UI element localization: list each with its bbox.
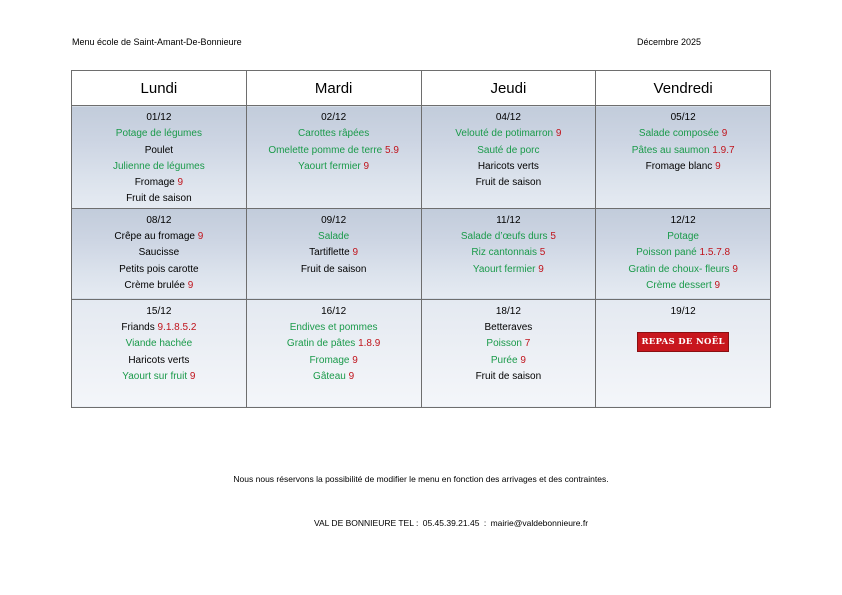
menu-item [596,126,770,142]
allergen-codes: 9 [538,263,544,275]
dish-name: Viande hachée [125,338,193,350]
menu-item [596,262,770,278]
contact-org: VAL DE BONNIEURE TEL : [313,518,419,528]
menu-date: 02/12 [321,112,347,123]
allergen-codes: 9 [721,128,728,140]
contact-email: mairie@valdebonnieure.fr [490,518,589,528]
dish-name: Fruit de saison [300,263,367,275]
menu-item [72,278,246,294]
day-header-lundi: Lundi [72,71,247,106]
dish-name: Fromage [309,354,350,366]
allergen-codes: 7 [524,338,531,350]
menu-date: 15/12 [146,305,172,317]
dish-name: Gâteau [313,370,346,382]
menu-item [72,175,246,191]
dish-name: Sauté de porc [477,144,540,156]
menu-item [247,369,421,385]
dish-name: Riz cantonnais [471,247,537,259]
allergen-codes: 9 [363,160,370,172]
dish-name: Crème dessert [646,279,712,291]
allergen-codes: 5 [539,247,546,259]
menu-item [422,229,596,245]
day-cell [421,106,596,209]
day-cell [246,208,421,299]
day-cell [72,208,247,299]
menu-item [72,320,246,336]
menu-item [72,159,246,175]
dish-name: Yaourt sur fruit [122,370,188,382]
menu-item [422,336,596,352]
dish-name: Fromage blanc [645,160,713,172]
christmas-meal-badge: REPAS DE NOËL [637,332,728,352]
dish-name: Betteraves [484,322,533,334]
allergen-codes: 9 [520,354,526,366]
dish-name: Fruit de saison [475,370,542,382]
menu-date: 09/12 [321,214,347,226]
day-header-jeudi: Jeudi [421,71,596,106]
day-cell [72,106,247,209]
allergen-codes: 9 [352,247,359,259]
dish-name: Fromage [134,177,175,189]
dish-name: Pâtes au saumon [631,144,710,156]
day-header-row [72,71,771,106]
menu-item [422,320,596,336]
dish-name: Haricots verts [477,160,539,172]
allergen-codes: 9 [189,370,196,382]
dish-name: Petits pois carotte [119,263,199,275]
dish-name: Gratin de choux- fleurs [628,263,730,275]
dish-name: Tartiflette [309,247,350,259]
allergen-codes: 9 [352,354,358,366]
allergen-codes: 5 [550,231,556,243]
menu-date: 12/12 [670,214,696,226]
day-cell [246,106,421,209]
day-header-mardi: Mardi [246,71,421,106]
dish-name: Potage [667,231,699,243]
allergen-codes: 1.5.7.8 [699,247,731,259]
dish-name: Saucisse [138,247,180,259]
dish-name: Yaourt fermier [472,263,536,275]
dish-name: Potage de légumes [115,128,202,140]
menu-item [72,353,246,369]
week-row [72,299,771,407]
dish-name: Endives et pommes [289,322,378,334]
menu-item [247,245,421,261]
menu-body [72,106,771,408]
allergen-codes: 5.9 [385,144,399,156]
allergen-codes: 9 [715,160,721,172]
menu-date: 08/12 [146,214,172,226]
allergen-codes: 9 [197,231,204,243]
contact-line [0,518,842,528]
menu-item [72,229,246,245]
menu-date: 05/12 [670,112,696,123]
menu-item [596,143,770,159]
month-label: Décembre 2025 [637,37,702,47]
day-cell [596,106,771,209]
menu-item [247,336,421,352]
menu-item [422,245,596,261]
dish-name: Haricots verts [128,354,190,366]
dish-name: Poisson [486,338,522,350]
dish-name: Carottes râpées [298,128,370,140]
menu-item [72,191,246,207]
menu-item [247,262,421,278]
dish-name: Yaourt fermier [298,160,361,172]
menu-item [72,369,246,385]
menu-item [422,143,596,159]
dish-name: Fruit de saison [126,193,192,205]
dish-name: Purée [490,354,518,366]
dish-name: Julienne de légumes [113,160,205,172]
menu-item [72,336,246,352]
allergen-codes: 9 [187,279,194,291]
allergen-codes: 1.8.9 [358,338,381,350]
dish-name: Friands [121,322,155,334]
menu-item [247,353,421,369]
day-cell [72,299,247,407]
menu-item [422,175,596,191]
dish-name: Gratin de pâtes [286,338,356,350]
allergen-codes: 9.1.8.5.2 [157,322,197,334]
dish-name: Crème brulée [124,279,185,291]
menu-item [247,320,421,336]
dish-name: Salade d’œufs durs [460,231,548,243]
contact-phone: 05.45.39.21.45 [422,518,480,528]
dish-name: Poisson pané [636,247,697,259]
menu-item [72,126,246,142]
day-header-vendredi: Vendredi [596,71,771,106]
day-cell [246,299,421,407]
menu-item [247,143,421,159]
menu-date: 18/12 [495,305,521,317]
menu-item [596,278,770,294]
week-row [72,208,771,299]
day-cell [596,299,771,407]
dish-name: Poulet [144,144,174,156]
day-cell [421,299,596,407]
menu-item [422,126,596,142]
dish-name: Omelette pomme de terre [268,144,383,156]
menu-item [72,245,246,261]
menu-item [72,262,246,278]
menu-item [422,159,596,175]
menu-item [247,126,421,142]
dish-name: Salade composée [638,128,719,140]
menu-item [247,229,421,245]
dish-name: Salade [318,231,350,243]
menu-date: 11/12 [496,214,521,226]
day-cell [421,208,596,299]
menu-date: 04/12 [495,112,521,123]
allergen-codes: 1.9.7 [712,144,735,156]
menu-item [247,159,421,175]
disclaimer-note: Nous nous réservons la possibilité de modifier le menu en fonction des arrivages et des contraintes. [233,474,609,484]
menu-item [72,143,246,159]
menu-date: 16/12 [321,305,347,317]
allergen-codes: 9 [732,263,738,275]
contact-separator: : [483,518,487,528]
menu-item [422,262,596,278]
menu-table [71,70,771,408]
menu-item [596,245,770,261]
week-row [72,106,771,209]
menu-item [596,159,770,175]
dish-name: Fruit de saison [475,177,542,189]
day-cell [596,208,771,299]
menu-item [596,229,770,245]
dish-name: Crêpe au fromage [114,231,195,243]
menu-item [422,369,596,385]
allergen-codes: 9 [555,128,562,140]
menu-item [422,353,596,369]
allergen-codes: 9 [714,279,721,291]
dish-name: Velouté de potimarron [455,128,554,140]
allergen-codes: 9 [177,177,184,189]
allergen-codes: 9 [348,370,355,382]
menu-date: 19/12 [670,305,696,317]
menu-date: 01/12 [146,112,172,123]
school-title: Menu école de Saint-Amant-De-Bonnieure [72,37,242,47]
